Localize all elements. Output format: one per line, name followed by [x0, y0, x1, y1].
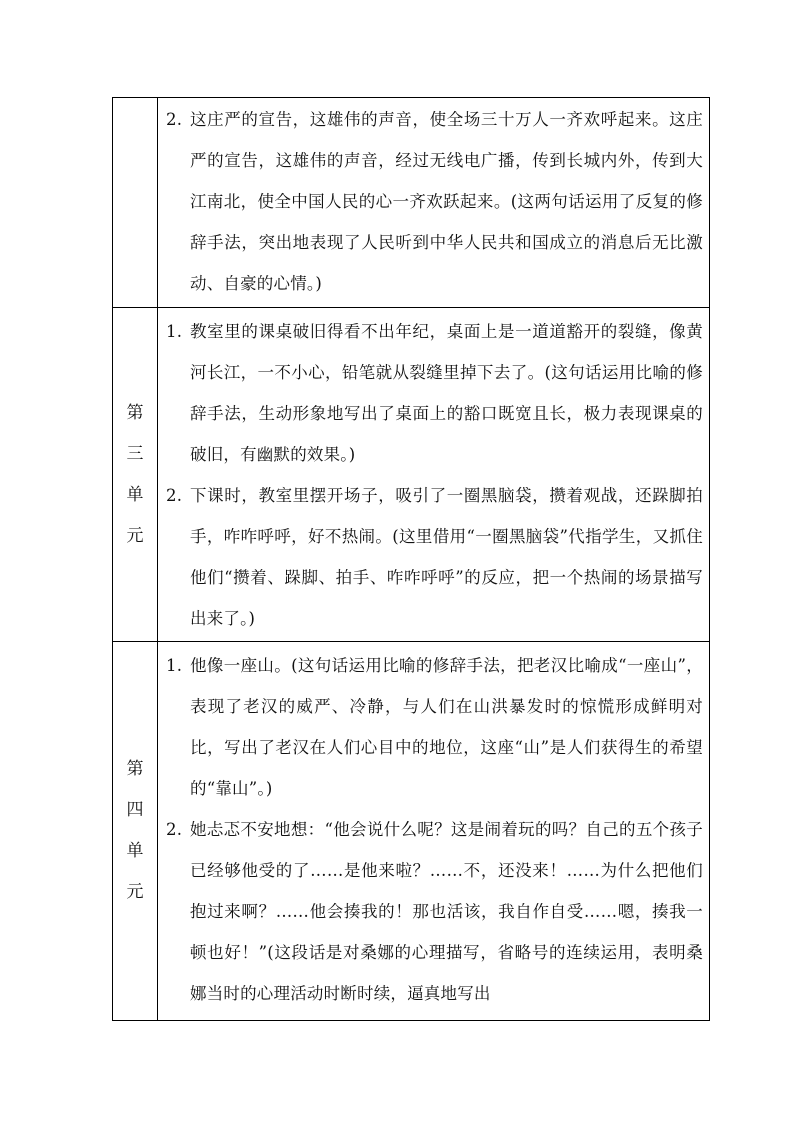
content-cell	[158, 98, 710, 308]
content-cell	[158, 642, 710, 1021]
item-text: 她忐忑不安地想：“他会说什么呢？这是闹着玩的吗？自己的五个孩子已经够他受的了……是他来啦？……不，还没来！……为什么把他们抱过来啊？……他会揍我的！那也活该，我自作自受……嗯，揍我一顿也好！”(这段话是对桑娜的心理描写，省略号的连续运用，表明桑娜当时的心理活动时断时续，逼真地写出	[190, 820, 703, 1003]
content-table	[112, 97, 710, 1021]
unit-label-char: 三	[126, 443, 144, 464]
unit-label	[113, 393, 157, 557]
list-item	[166, 809, 703, 1014]
unit-label	[113, 749, 157, 913]
item-text: 下课时，教室里摆开场子，吸引了一圈黑脑袋，攒着观战，还跺脚拍手，咋咋呼呼，好不热闹。(这里借用“一圈黑脑袋”代指学生，又抓住他们“攒着、跺脚、拍手、咋咋呼呼”的反应，把一个热闹的场景描写出来了。)	[190, 486, 703, 628]
list-item	[166, 645, 703, 809]
table-row	[113, 308, 710, 642]
item-number: 1.	[166, 322, 183, 341]
item-text: 他像一座山。(这句话运用比喻的修辞手法，把老汉比喻成“一座山”，表现了老汉的威严、冷静，与人们在山洪暴发时的惊慌形成鲜明对比，写出了老汉在人们心目中的地位，这座“山”是人们获得生的希望的“靠山”。)	[190, 656, 703, 798]
unit-label-char: 元	[126, 525, 144, 546]
item-text: 这庄严的宣告，这雄伟的声音，使全场三十万人一齐欢呼起来。这庄严的宣告，这雄伟的声音，经过无线电广播，传到长城内外，传到大江南北，使全中国人民的心一齐欢跃起来。(这两句话运用了反复的修辞手法，突出地表现了人民听到中华人民共和国成立的消息后无比激动、自豪的心情。)	[190, 110, 703, 293]
unit-label-char: 单	[126, 841, 144, 861]
unit-label-char: 四	[126, 800, 144, 820]
unit-label-cell	[113, 642, 158, 1021]
table-row	[113, 642, 710, 1021]
item-number: 2.	[166, 820, 183, 839]
list-item	[166, 99, 703, 304]
table-row	[113, 98, 710, 308]
unit-label-cell	[113, 308, 158, 642]
item-number: 2.	[166, 110, 183, 129]
unit-label-char: 第	[126, 759, 144, 779]
unit-label-char: 第	[126, 402, 144, 423]
item-text: 教室里的课桌破旧得看不出年纪，桌面上是一道道豁开的裂缝，像黄河长江，一不小心，铅笔就从裂缝里掉下去了。(这句话运用比喻的修辞手法，生动形象地写出了桌面上的豁口既宽且长，极力表现课桌的破旧，有幽默的效果。)	[190, 322, 703, 464]
unit-label-char: 单	[126, 484, 144, 505]
list-item	[166, 475, 703, 639]
unit-label-cell	[113, 98, 158, 308]
item-number: 1.	[166, 656, 183, 675]
list-item	[166, 311, 703, 475]
content-cell	[158, 308, 710, 642]
unit-label-char: 元	[126, 882, 144, 902]
item-number: 2.	[166, 486, 183, 505]
